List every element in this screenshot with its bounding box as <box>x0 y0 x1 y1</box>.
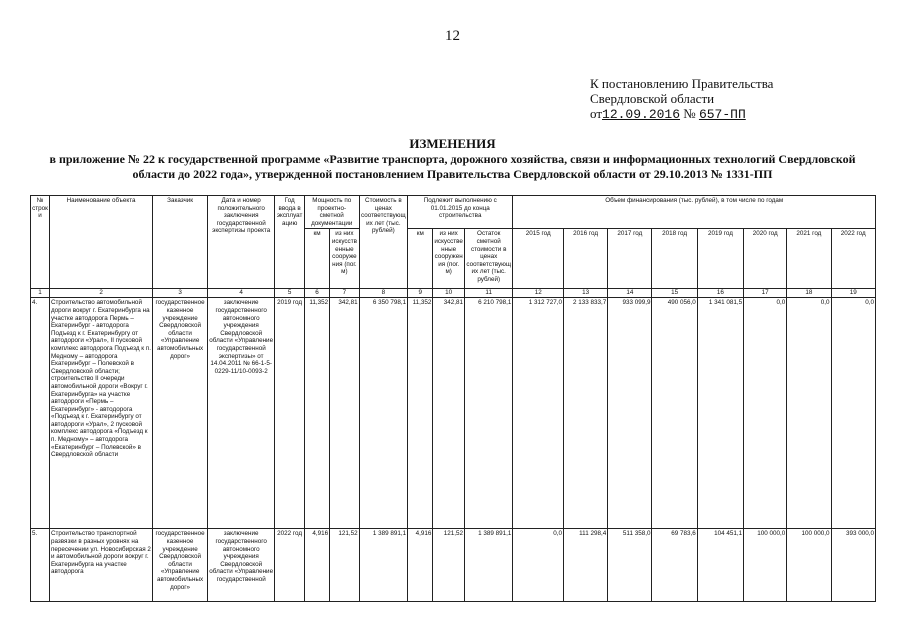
approval-line-3 <box>590 106 773 122</box>
header-expertise: Дата и номер положительного заключения государственной экспертизы проекта <box>207 196 274 289</box>
financing-2018: 69 783,6 <box>652 529 697 602</box>
header-object: Наименование объекта <box>49 196 152 289</box>
remaining-km: 11,352 <box>408 298 433 529</box>
object-name: Строительство автомобильной дороги вокруг г. Екатеринбурга на участке автодорога Пермь – Екатеринбург - автодорога Подъезд к г. Екатеринбургу от автодороги «Урал», II пусковой комплекс автодорога Подъезд к п. Медному – автодорога Екатеринбург – Полевской в Свердловской области; строительство II очереди автомобильной дороги «Вокруг г. Екатеринбурга» на участке автодороги «Пермь – Екатеринбург» - автодорога «Подъезд к г. Екатеринбургу от автодороги «Урал», 2 пусковой комплекс автодорога «Подъезд к п. Медному» – автодорога «Екатеринбург – Полевской» в Свердловской области <box>49 298 152 529</box>
column-index: 19 <box>831 289 875 298</box>
approval-no-label: № <box>683 106 696 121</box>
header-remaining-km: км <box>408 229 433 289</box>
remaining-art: 342,81 <box>433 298 465 529</box>
commission-year: 2022 год <box>275 529 304 602</box>
header-customer: Заказчик <box>153 196 208 289</box>
document-subtitle: в приложение № 22 к государственной программе «Развитие транспорта, дорожного хозяйства, связи и информационных технологий Свердловской области до 2022 года», утвержденной постановлением Правительства Свердловской области от 29.10.2013 № 1331-ПП <box>49 152 856 181</box>
header-capacity-art: из них искусственные сооружения (пог. м) <box>330 229 359 289</box>
column-index: 16 <box>697 289 743 298</box>
column-index: 9 <box>408 289 433 298</box>
commission-year: 2019 год <box>275 298 304 529</box>
header-year-2016: 2016 год <box>563 229 607 289</box>
header-year-2020: 2020 год <box>744 229 787 289</box>
header-capacity-km: км <box>304 229 329 289</box>
financing-2019: 1 341 081,5 <box>697 298 743 529</box>
header-row-1 <box>31 196 876 229</box>
header-year-2019: 2019 год <box>697 229 743 289</box>
financing-2022: 0,0 <box>831 298 875 529</box>
changes-table <box>30 195 876 602</box>
financing-2020: 0,0 <box>744 298 787 529</box>
column-index: 6 <box>304 289 329 298</box>
column-index: 5 <box>275 289 304 298</box>
approval-prefix: от <box>590 106 603 121</box>
column-index: 2 <box>49 289 152 298</box>
capacity-km: 4,916 <box>304 529 329 602</box>
header-remaining-art: из них искусственные сооружения (пог. м) <box>433 229 465 289</box>
customer: государственное казенное учреждение Свердловской области «Управление автомобильных дорог» <box>153 298 208 529</box>
header-year-2018: 2018 год <box>652 229 697 289</box>
header-cost: Стоимость в ценах соответствующих лет (тыс. рублей) <box>359 196 407 289</box>
approval-date: 12.09.2016 <box>602 107 681 122</box>
column-index: 10 <box>433 289 465 298</box>
column-index: 8 <box>359 289 407 298</box>
financing-2018: 490 056,0 <box>652 298 697 529</box>
financing-2016: 111 298,4 <box>563 529 607 602</box>
financing-2015: 0,0 <box>513 529 564 602</box>
customer: государственное казенное учреждение Свердловской области «Управление автомобильных дорог» <box>153 529 208 602</box>
column-index: 1 <box>31 289 50 298</box>
capacity-art: 342,81 <box>330 298 359 529</box>
column-index: 13 <box>563 289 607 298</box>
remaining-cost: 1 389 891,1 <box>464 529 512 602</box>
financing-2016: 2 133 833,7 <box>563 298 607 529</box>
table-row <box>31 529 876 602</box>
column-index-row <box>31 289 876 298</box>
header-remaining: Подлежит выполнению с 01.01.2015 до конца строительства <box>408 196 513 229</box>
approval-line-1: К постановлению Правительства <box>590 76 774 91</box>
column-index: 11 <box>464 289 512 298</box>
expertise: заключение государственного автономного учреждения Свердловской области «Управление государственной экспертизы» от 14.04.2011 № 66-1-5-0229-11/10-0093-2 <box>207 298 274 529</box>
financing-2019: 104 451,1 <box>697 529 743 602</box>
column-index: 15 <box>652 289 697 298</box>
financing-2017: 933 099,9 <box>608 298 652 529</box>
cost: 1 389 891,1 <box>359 529 407 602</box>
financing-2022: 393 000,0 <box>831 529 875 602</box>
financing-2015: 1 312 727,0 <box>513 298 564 529</box>
column-index: 7 <box>330 289 359 298</box>
page-number: 12 <box>445 28 460 44</box>
column-index: 3 <box>153 289 208 298</box>
header-year-2015: 2015 год <box>513 229 564 289</box>
header-financing: Объем финансирования (тыс. рублей), в том числе по годам <box>513 196 876 229</box>
table-row <box>31 298 876 529</box>
column-index: 4 <box>207 289 274 298</box>
column-index: 17 <box>744 289 787 298</box>
remaining-cost: 6 210 798,1 <box>464 298 512 529</box>
header-year-2021: 2021 год <box>787 229 831 289</box>
object-name: Строительство транспортной развязки в разных уровнях на пересечении ул. Новосибирская 2 и автомобильной дороги вокруг г. Екатеринбурга на участке автодорога <box>49 529 152 602</box>
header-row-no: № строки <box>31 196 50 289</box>
header-year-2017: 2017 год <box>608 229 652 289</box>
header-capacity: Мощность по проектно-сметной документации <box>304 196 359 229</box>
document-title: ИЗМЕНЕНИЯ <box>409 136 496 151</box>
remaining-art: 121,52 <box>433 529 465 602</box>
expertise: заключение государственного автономного учреждения Свердловской области «Управление государственной <box>207 529 274 602</box>
column-index: 12 <box>513 289 564 298</box>
financing-2020: 100 000,0 <box>744 529 787 602</box>
financing-2021: 0,0 <box>787 298 831 529</box>
header-remaining-cost: Остаток сметной стоимости в ценах соответствующих лет (тыс. рублей) <box>464 229 512 289</box>
approval-block <box>590 76 773 122</box>
financing-2021: 100 000,0 <box>787 529 831 602</box>
header-year-2022: 2022 год <box>831 229 875 289</box>
cost: 6 350 798,1 <box>359 298 407 529</box>
approval-number: 657-ПП <box>698 107 746 122</box>
row-no: 4. <box>31 298 50 529</box>
header-year: Год ввода в эксплуатацию <box>275 196 304 289</box>
financing-2017: 511 358,0 <box>608 529 652 602</box>
capacity-art: 121,52 <box>330 529 359 602</box>
capacity-km: 11,352 <box>304 298 329 529</box>
row-no: 5. <box>31 529 50 602</box>
column-index: 18 <box>787 289 831 298</box>
column-index: 14 <box>608 289 652 298</box>
remaining-km: 4,916 <box>408 529 433 602</box>
approval-line-2: Свердловской области <box>590 91 715 106</box>
